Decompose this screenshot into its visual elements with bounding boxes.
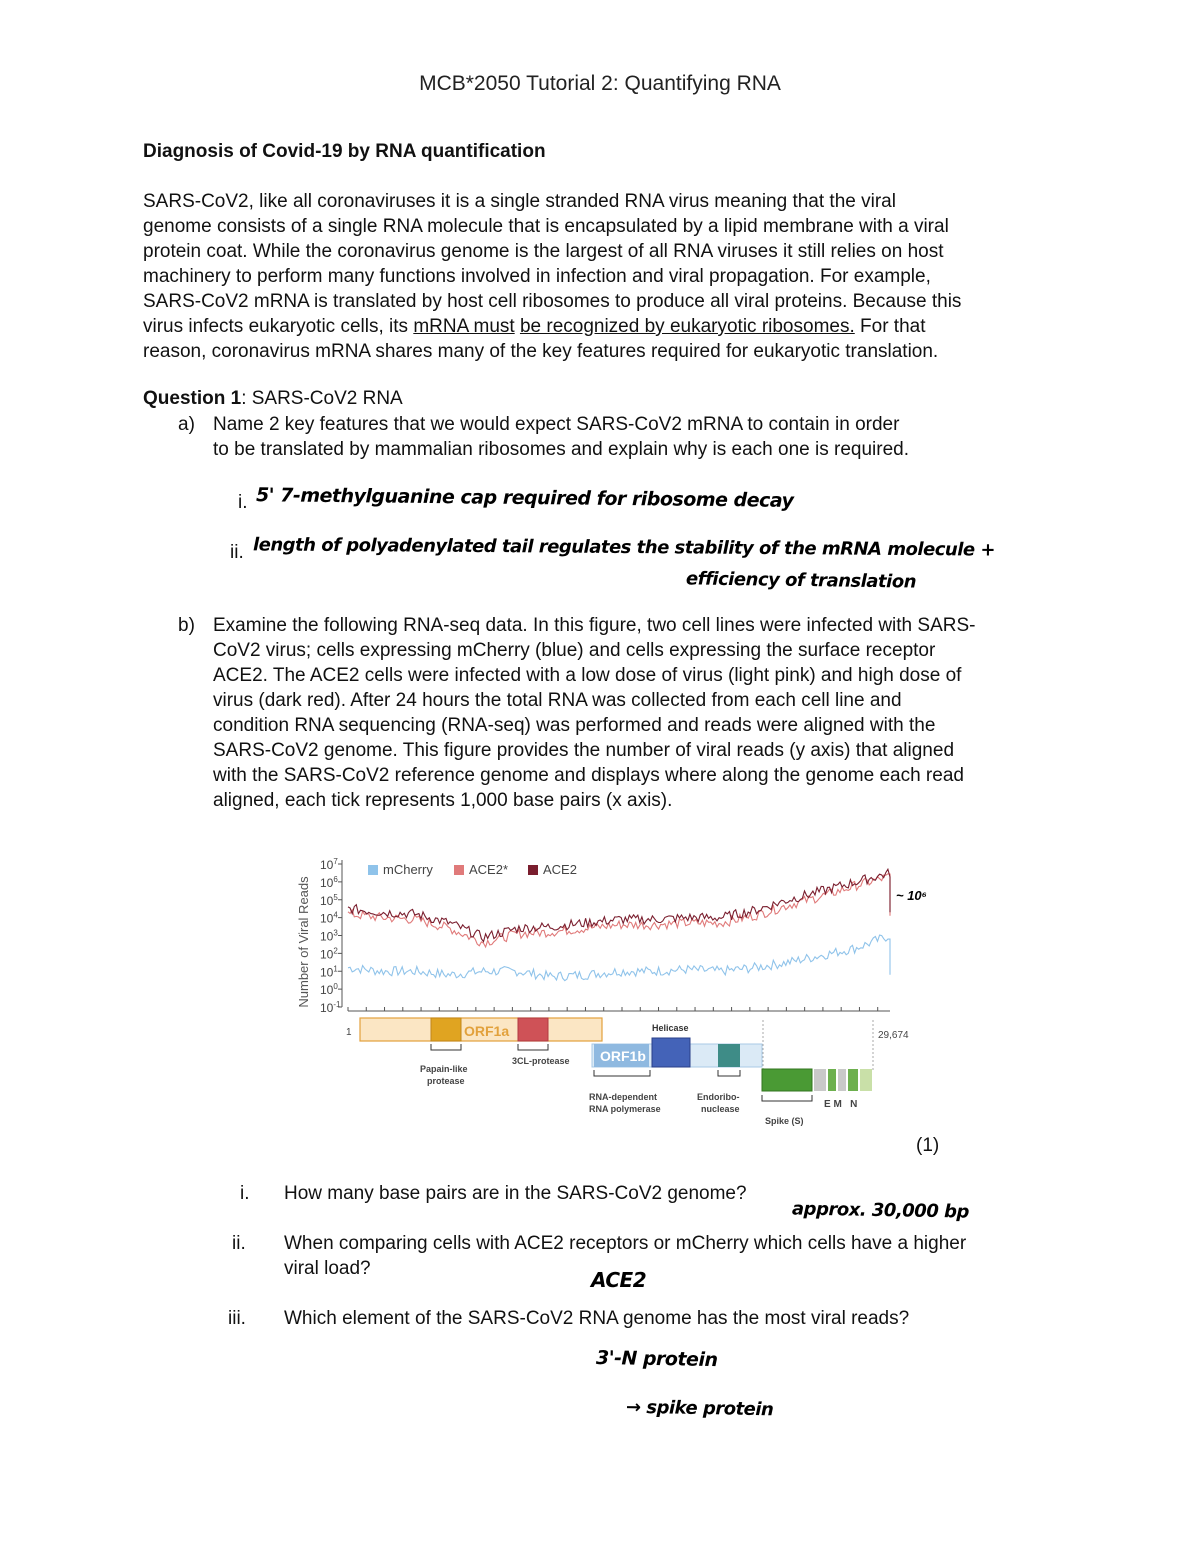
question-number: Question 1 bbox=[143, 388, 242, 409]
part-a-line: Name 2 key features that we would expect SARS-CoV2 mRNA to contain in order bbox=[213, 414, 900, 435]
endo-bracket bbox=[718, 1070, 740, 1076]
legend-label-ace2-star: ACE2* bbox=[469, 862, 509, 877]
y-ticks bbox=[320, 857, 342, 1015]
intro-line: SARS-CoV2 mRNA is translated by host cell ribosomes to produce all viral proteins. Because this bbox=[143, 291, 962, 312]
y-tick-exponent: -1 bbox=[333, 1000, 341, 1009]
question-1-label bbox=[143, 388, 403, 410]
orf1b-label: ORF1b bbox=[600, 1048, 646, 1064]
figure-number: (1) bbox=[916, 1135, 940, 1156]
y-tick-label: $10^{-1}$ bbox=[320, 1000, 341, 1015]
page-header: MCB*2050 Tutorial 2: Quantifying RNA bbox=[419, 72, 781, 95]
intro-text: virus infects eukaryotic cells, its bbox=[143, 316, 414, 337]
part-a-line: to be translated by mammalian ribosomes and explain why is each one is required. bbox=[213, 439, 909, 460]
handwritten-answer-ii: length of polyadenylated tail regulates the stability of the mRNA molecule + bbox=[252, 534, 996, 561]
part-b-line: aligned, each tick represents 1,000 base pairs (x axis). bbox=[213, 790, 673, 811]
intro-line: genome consists of a single RNA molecule that is encapsulated by a lipid membrane with a viral bbox=[143, 216, 949, 237]
y-tick-label: $10^1$ bbox=[320, 964, 338, 980]
y-axis-label: Number of Viral Reads bbox=[296, 876, 311, 1008]
rna-seq-figure bbox=[290, 850, 950, 1135]
series-line-ace2 bbox=[348, 869, 890, 941]
part-b-line: virus (dark red). After 24 hours the total RNA was collected from each cell line and bbox=[213, 690, 902, 711]
3cl-label: 3CL-protease bbox=[512, 1056, 570, 1066]
y-tick-exponent: 0 bbox=[333, 982, 338, 992]
y-tick-exponent: 1 bbox=[333, 964, 338, 974]
helicase-domain bbox=[652, 1038, 690, 1067]
n-gene bbox=[860, 1069, 872, 1091]
legend-swatch-ace2 bbox=[528, 865, 538, 875]
sub-iii-question: Which element of the SARS-CoV2 RNA genome has the most viral reads? bbox=[284, 1308, 910, 1329]
handwritten-answer-spike: → spike protein bbox=[625, 1396, 774, 1421]
handwritten-answer-n-protein: 3'-N protein bbox=[595, 1346, 718, 1372]
legend-label-ace2: ACE2 bbox=[543, 862, 577, 877]
papain-label-1: Papain-like bbox=[420, 1064, 468, 1074]
legend-swatch-ace2-star bbox=[454, 865, 464, 875]
y-tick-label: $10^0$ bbox=[320, 982, 338, 998]
series-group bbox=[348, 869, 890, 980]
orf-gray bbox=[814, 1069, 826, 1091]
part-a-text bbox=[213, 412, 909, 462]
sub-i-marker: i. bbox=[240, 1183, 250, 1204]
y-tick-label: $10^7$ bbox=[320, 857, 338, 872]
x-start-label: 1 bbox=[346, 1027, 352, 1038]
endoribonuclease-domain bbox=[718, 1044, 740, 1067]
question-topic: : SARS-CoV2 RNA bbox=[241, 388, 403, 409]
x-ticks bbox=[348, 1007, 878, 1011]
part-b-line: with the SARS-CoV2 reference genome and displays where along the genome each read bbox=[213, 765, 964, 786]
spike-gene bbox=[762, 1069, 812, 1091]
y-tick-exponent: 3 bbox=[333, 928, 338, 938]
3cl-bracket bbox=[518, 1044, 548, 1050]
papain-domain bbox=[431, 1018, 461, 1041]
intro-text: For that bbox=[854, 316, 926, 337]
intro-line: machinery to perform many functions involved in infection and viral propagation. For example, bbox=[143, 266, 931, 287]
orf-gray bbox=[838, 1069, 846, 1091]
intro-line: reason, coronavirus mRNA shares many of the key features required for eukaryotic translation. bbox=[143, 341, 939, 362]
y-tick-label: $10^6$ bbox=[320, 874, 338, 890]
y-tick-label: $10^5$ bbox=[320, 892, 338, 908]
handwritten-answer-bp: approx. 30,000 bp bbox=[791, 1198, 970, 1223]
answer-ii-marker: ii. bbox=[230, 542, 244, 563]
m-gene bbox=[848, 1069, 858, 1091]
rdrp-label-1: RNA-dependent bbox=[589, 1092, 657, 1102]
y-tick-exponent: 5 bbox=[333, 892, 338, 902]
answer-i-marker: i. bbox=[238, 492, 248, 513]
intro-line bbox=[143, 314, 1083, 339]
legend bbox=[368, 862, 577, 877]
y-tick-label: $10^3$ bbox=[320, 928, 338, 944]
handwritten-answer-ace2: ACE2 bbox=[591, 1268, 647, 1292]
intro-line: SARS-CoV2, like all coronaviruses it is a single stranded RNA virus meaning that the viral bbox=[143, 191, 896, 212]
y-tick-exponent: 4 bbox=[333, 910, 338, 920]
3cl-protease-domain bbox=[518, 1018, 548, 1041]
rdrp-label-2: RNA polymerase bbox=[589, 1104, 661, 1114]
spike-label: Spike (S) bbox=[765, 1116, 804, 1126]
papain-label-2: protease bbox=[427, 1076, 465, 1086]
rdrp-bracket bbox=[594, 1070, 650, 1076]
sub-iii-marker: iii. bbox=[228, 1308, 246, 1329]
papain-bracket bbox=[431, 1044, 461, 1050]
sub-ii-line: viral load? bbox=[284, 1258, 371, 1279]
orf1a-label: ORF1a bbox=[464, 1023, 510, 1039]
part-b-line: condition RNA sequencing (RNA-seq) was performed and reads were aligned with the bbox=[213, 715, 936, 736]
y-tick-exponent: 7 bbox=[333, 857, 338, 866]
spike-bracket bbox=[762, 1095, 812, 1101]
part-b-line: CoV2 virus; cells expressing mCherry (blue) and cells expressing the surface receptor bbox=[213, 640, 936, 661]
sub-ii-marker: ii. bbox=[232, 1233, 246, 1254]
section-title: Diagnosis of Covid-19 by RNA quantification bbox=[143, 141, 546, 162]
intro-line: protein coat. While the coronavirus genome is the largest of all RNA viruses it still relies on host bbox=[143, 241, 944, 262]
legend-swatch-mcherry bbox=[368, 865, 378, 875]
endo-label-1: Endoribo- bbox=[697, 1092, 740, 1102]
handwritten-answer-i: 5' 7-methylguanine cap required for ribosome decay bbox=[255, 484, 794, 512]
y-tick-exponent: 2 bbox=[333, 946, 338, 956]
series-line-mcherry bbox=[348, 935, 890, 981]
x-end-label: 29,674 bbox=[878, 1030, 909, 1041]
y-tick-label: $10^4$ bbox=[320, 910, 338, 926]
legend-label-mcherry: mCherry bbox=[383, 862, 433, 877]
e-gene bbox=[828, 1069, 836, 1091]
y-tick-exponent: 6 bbox=[333, 874, 338, 884]
part-b-line: ACE2. The ACE2 cells were infected with a low dose of virus (light pink) and high dose of bbox=[213, 665, 962, 686]
intro-paragraph bbox=[143, 189, 1083, 364]
y-tick-label: $10^2$ bbox=[320, 946, 338, 962]
underlined-text: be recognized by eukaryotic ribosomes. bbox=[519, 316, 855, 337]
sub-i-question: How many base pairs are in the SARS-CoV2 genome? bbox=[284, 1183, 747, 1204]
helicase-label: Helicase bbox=[652, 1023, 689, 1033]
part-a-marker: a) bbox=[178, 414, 195, 435]
series-line-ace2 bbox=[348, 874, 890, 947]
emn-label: E M N bbox=[824, 1099, 858, 1110]
underlined-text: mRNA must bbox=[413, 316, 515, 337]
part-b-line: Examine the following RNA-seq data. In this figure, two cell lines were infected with SARS- bbox=[213, 615, 976, 636]
part-b-text bbox=[213, 613, 975, 813]
endo-label-2: nuclease bbox=[701, 1104, 740, 1114]
part-b-marker: b) bbox=[178, 615, 195, 636]
part-b-line: SARS-CoV2 genome. This figure provides the number of viral reads (y axis) that aligned bbox=[213, 740, 955, 761]
handwritten-annotation: ~ 10⁶ bbox=[896, 888, 927, 903]
sub-ii-line: When comparing cells with ACE2 receptors or mCherry which cells have a higher bbox=[284, 1233, 967, 1254]
handwritten-answer-ii-cont: efficiency of translation bbox=[685, 568, 917, 593]
